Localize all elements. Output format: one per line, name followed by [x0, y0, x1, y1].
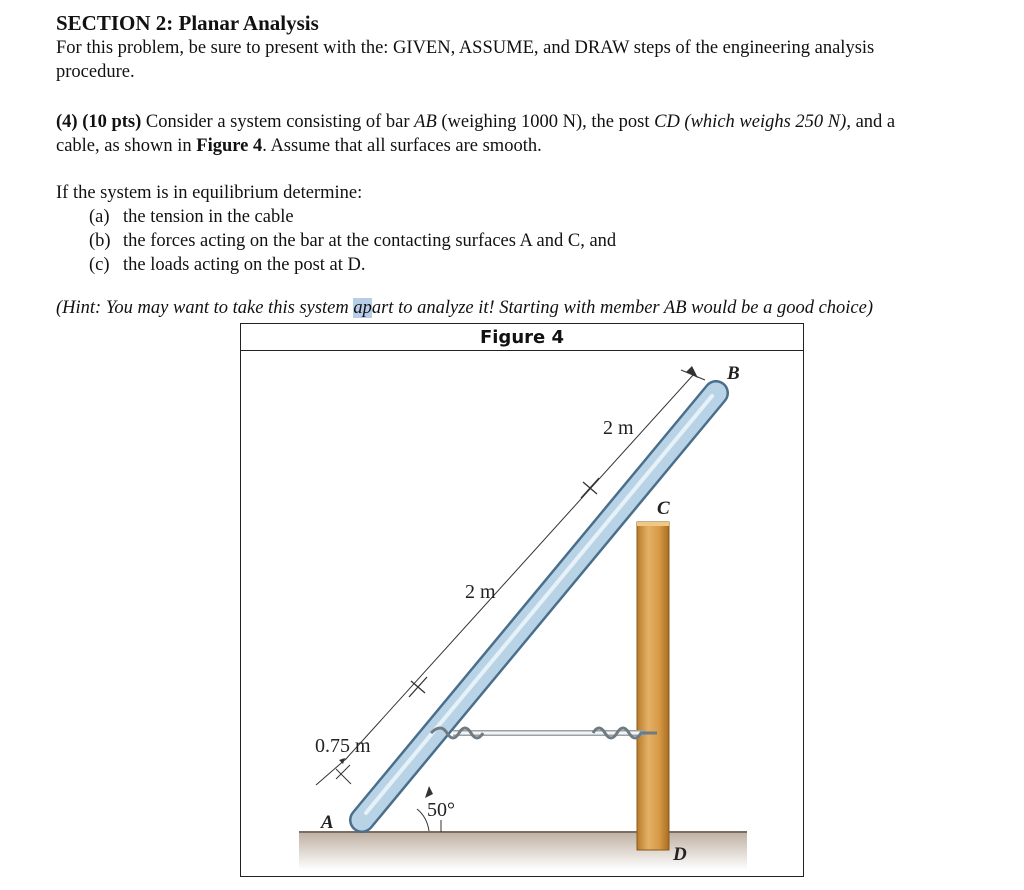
- bar-name: AB: [414, 112, 437, 132]
- post-top: [637, 522, 669, 526]
- angle-label: 50°: [427, 799, 455, 821]
- hint-text: [56, 296, 996, 320]
- label-a: A: [321, 812, 334, 833]
- problem-statement-line-2: [56, 134, 996, 158]
- figure-diagram: [241, 324, 805, 878]
- figure-title: Figure 4: [241, 324, 803, 351]
- item-text: the loads acting on the post at D.: [123, 255, 366, 275]
- tick-2: [581, 478, 599, 498]
- post-name: CD (which weighs 250 N): [654, 112, 847, 132]
- label-b: B: [727, 363, 740, 384]
- dim-middle-label: 2 m: [465, 581, 496, 603]
- dim-bottom-label: 0.75 m: [315, 735, 371, 757]
- post-cd: [637, 522, 669, 850]
- label-d: D: [673, 844, 687, 865]
- question-list: [89, 205, 996, 277]
- question-lead: If the system is in equilibrium determine:: [56, 183, 363, 203]
- intro-line-1: For this problem, be sure to present with the: GIVEN, ASSUME, and DRAW steps of the engineering analysis: [56, 38, 875, 58]
- item-label: (a): [89, 207, 110, 227]
- problem-number: (4) (10 pts): [56, 112, 142, 132]
- problem-line2-b: . Assume that all surfaces are smooth.: [262, 136, 542, 156]
- problem-text-b: (weighing 1000 N), the post: [436, 112, 655, 132]
- problem-line2-a: cable, as shown in: [56, 136, 197, 156]
- hint-part-b: art to analyze it! Starting with member AB would be a good choice): [371, 297, 874, 318]
- text-selection-highlight: ap: [353, 297, 372, 318]
- label-c: C: [657, 498, 670, 519]
- figure-4: [240, 323, 804, 877]
- item-text: the tension in the cable: [123, 207, 294, 227]
- list-item: [89, 205, 996, 229]
- problem-text-c: , and a: [846, 112, 896, 132]
- list-item: [89, 253, 996, 277]
- item-label: (b): [89, 231, 111, 251]
- item-label: (c): [89, 255, 110, 275]
- intro-line-2: procedure.: [56, 62, 135, 82]
- problem-text-a: Consider a system consisting of bar: [141, 112, 415, 132]
- list-item: [89, 229, 996, 253]
- section-title: SECTION 2: Planar Analysis: [56, 11, 319, 35]
- figure-reference: Figure 4: [196, 136, 263, 156]
- dim-top-label: 2 m: [603, 417, 634, 439]
- document: [56, 10, 996, 338]
- item-text: the forces acting on the bar at the contacting surfaces A and C, and: [123, 231, 617, 251]
- problem-statement-line-1: [56, 110, 996, 134]
- hint-part-a: (Hint: You may want to take this system: [56, 297, 354, 318]
